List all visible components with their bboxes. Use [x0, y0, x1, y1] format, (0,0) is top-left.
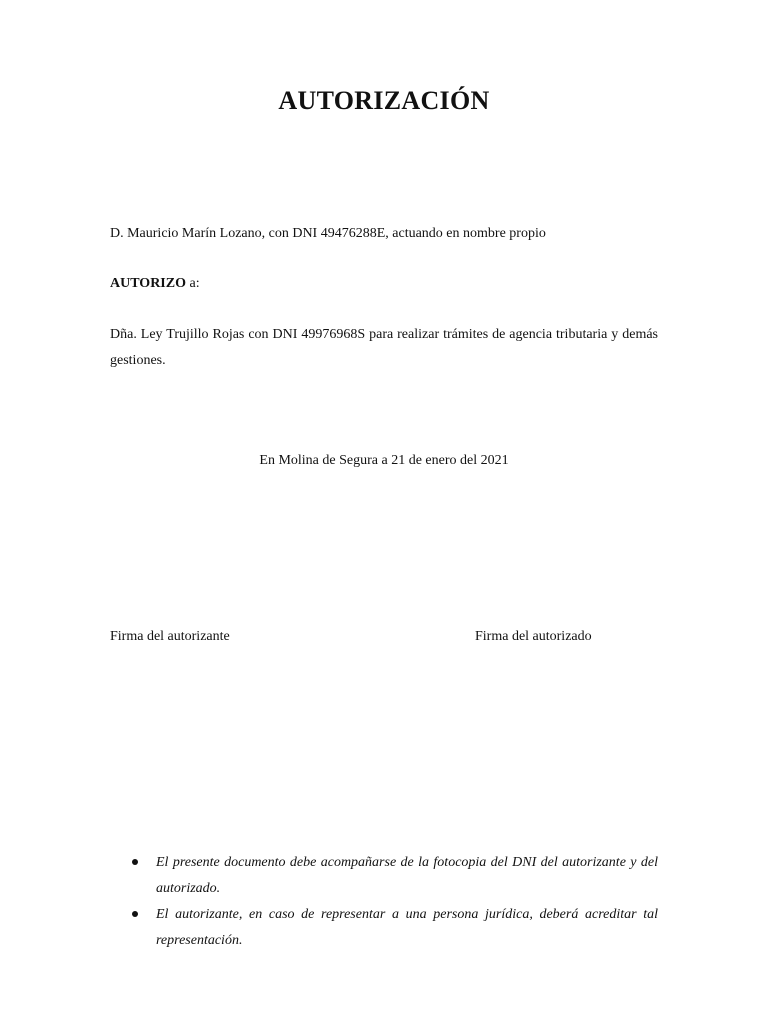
authorizes-line — [110, 271, 200, 297]
note-item — [110, 902, 658, 954]
bullet-icon — [132, 911, 138, 917]
intro-paragraph: D. Mauricio Marín Lozano, con DNI 49476288E, actuando en nombre propio — [110, 226, 546, 241]
authorizes-keyword: AUTORIZO — [110, 276, 186, 291]
authorized-signature-label: Firma del autorizado — [475, 629, 592, 644]
authorized-person-paragraph: Dña. Ley Trujillo Rojas con DNI 49976968S para realizar trámites de agencia tributaria y demás gestiones. — [110, 327, 658, 368]
note-text: El presente documento debe acompañarse de la fotocopia del DNI del autorizante y del autorizado. — [156, 855, 658, 896]
note-item — [110, 850, 658, 902]
note-text: El autorizante, en caso de representar a una persona jurídica, deberá acreditar tal representación. — [156, 907, 658, 948]
authorizes-suffix: a: — [185, 276, 200, 291]
notes-list — [110, 850, 658, 954]
bullet-icon — [132, 859, 138, 865]
place-date-line: En Molina de Segura a 21 de enero del 2021 — [259, 453, 509, 468]
document-title: AUTORIZACIÓN — [278, 86, 490, 115]
authorizer-signature-label: Firma del autorizante — [110, 629, 230, 644]
